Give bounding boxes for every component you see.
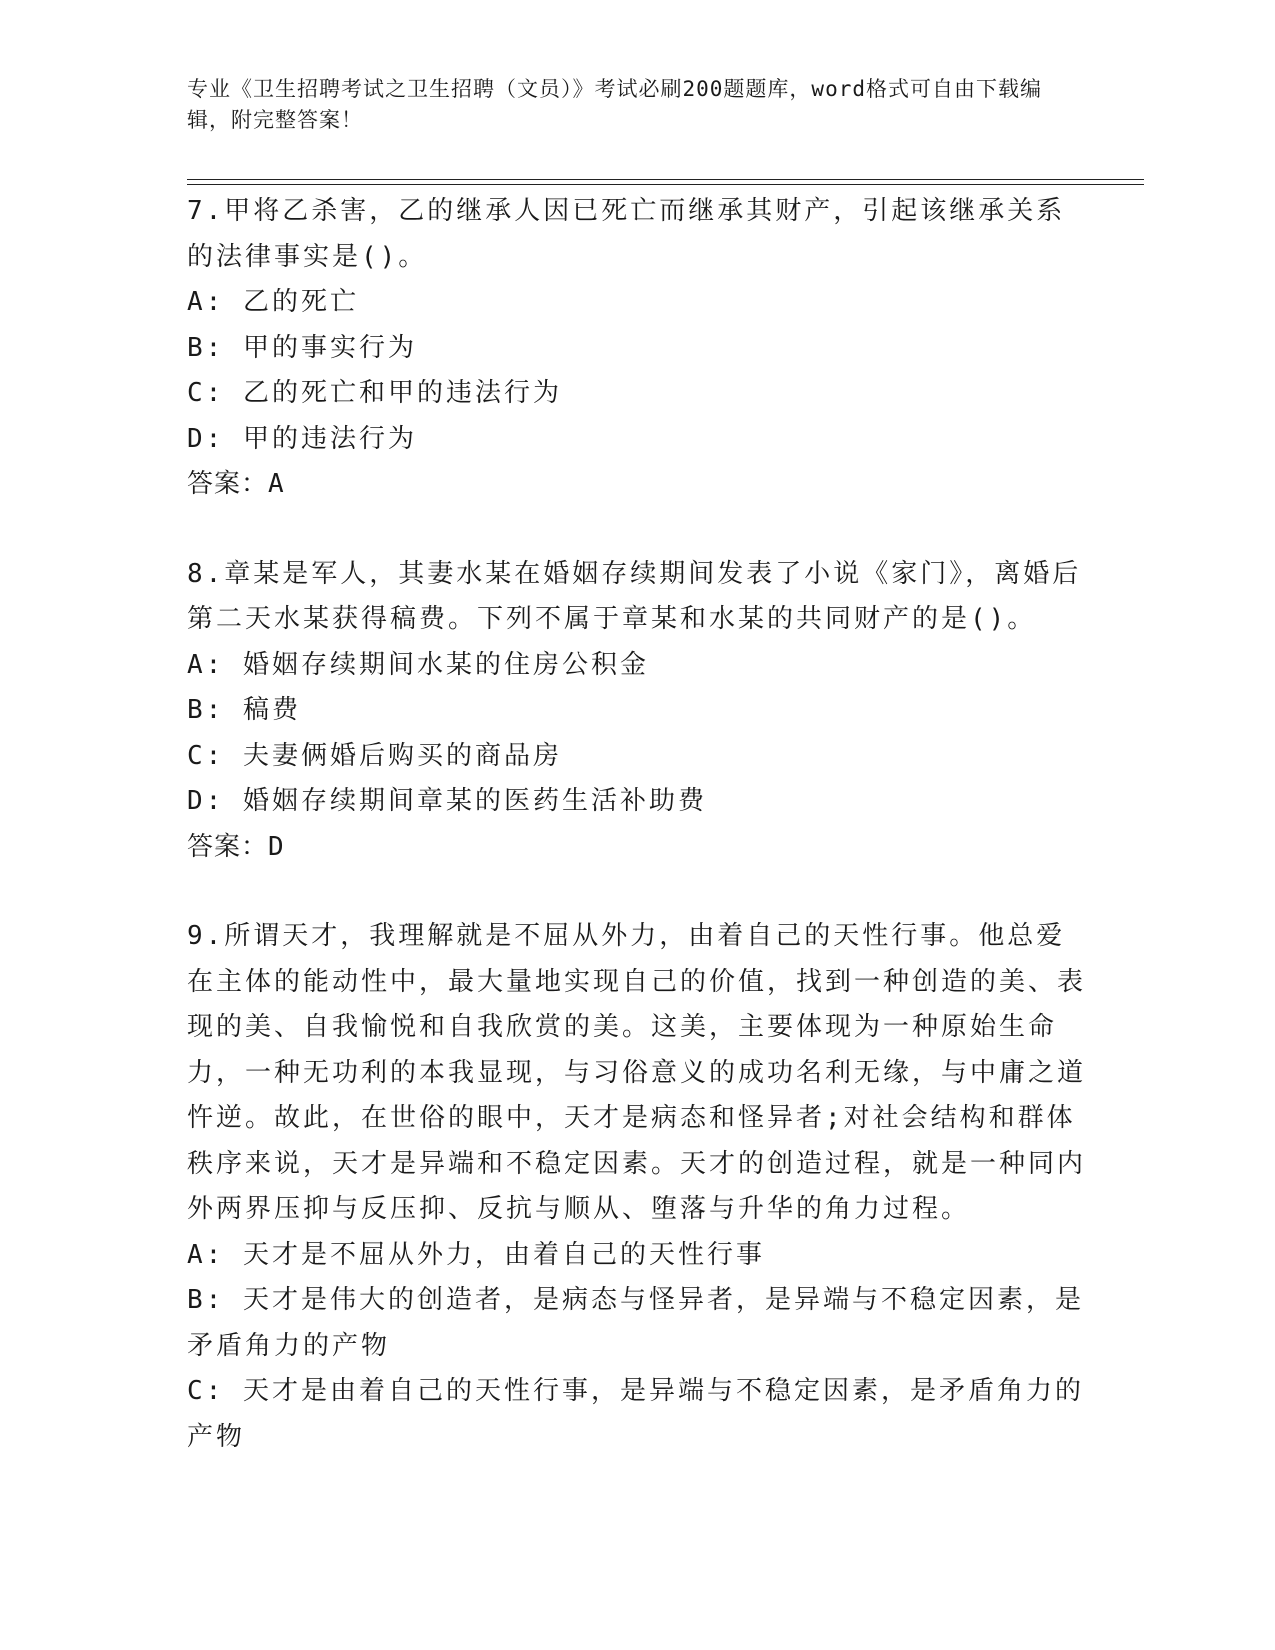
answer-line: 答案：D <box>187 831 285 862</box>
option-d: D: 婚姻存续期间章某的医药生活补助费 <box>187 786 707 816</box>
option-a: A: 婚姻存续期间水某的住房公积金 <box>187 649 649 680</box>
option-b: B: 天才是伟大的创造者，是病态与怪异者，是异端与不稳定因素，是矛盾角力的产物 <box>187 1285 1084 1361</box>
question-stem: 8.章某是军人，其妻水某在婚姻存续期间发表了小说《家门》，离婚后第二天水某获得稿费。下列不属于章某和水某的共同财产的是()。 <box>187 558 1082 634</box>
document-header: 专业《卫生招聘考试之卫生招聘（文员）》考试必刷200题题库，word格式可自由下载编辑，附完整答案！ <box>187 77 1042 132</box>
header-rule-bottom <box>187 184 1144 185</box>
question-stem: 9.所谓天才，我理解就是不屈从外力，由着自己的天性行事。他总爱在主体的能动性中，最大量地实现自己的价值，找到一种创造的美、表现的美、自我愉悦和自我欣赏的美。这美，主要体现为一种原始生命力，一种无功利的本我显现，与习俗意义的成功名利无缘，与中庸之道忤逆。故此，在世俗的眼中，天才是病态和怪异者;对社会结构和群体秩序来说，天才是异端和不稳定因素。天才的创造过程，就是一种同内外两界压抑与反压抑、反抗与顺从、堕落与升华的角力过程。 <box>187 921 1087 1224</box>
option-d: D: 甲的违法行为 <box>187 423 417 454</box>
answer-line: 答案：A <box>187 469 285 499</box>
question-list <box>187 189 1087 1460</box>
option-c: C: 天才是由着自己的天性行事，是异端与不稳定因素，是矛盾角力的产物 <box>187 1376 1084 1452</box>
option-b: B: 稿费 <box>187 695 301 725</box>
option-c: C: 乙的死亡和甲的违法行为 <box>187 378 562 408</box>
option-b: B: 甲的事实行为 <box>187 332 417 363</box>
option-a: A: 乙的死亡 <box>187 287 359 317</box>
question-stem: 7.甲将乙杀害，乙的继承人因已死亡而继承其财产，引起该继承关系的法律事实是()。 <box>187 196 1066 272</box>
header-rule-top <box>187 179 1144 180</box>
question-8 <box>187 552 1087 871</box>
question-9 <box>187 914 1087 1460</box>
option-c: C: 夫妻俩婚后购买的商品房 <box>187 740 562 771</box>
option-a: A: 天才是不屈从外力，由着自己的天性行事 <box>187 1239 765 1270</box>
question-7 <box>187 189 1087 508</box>
